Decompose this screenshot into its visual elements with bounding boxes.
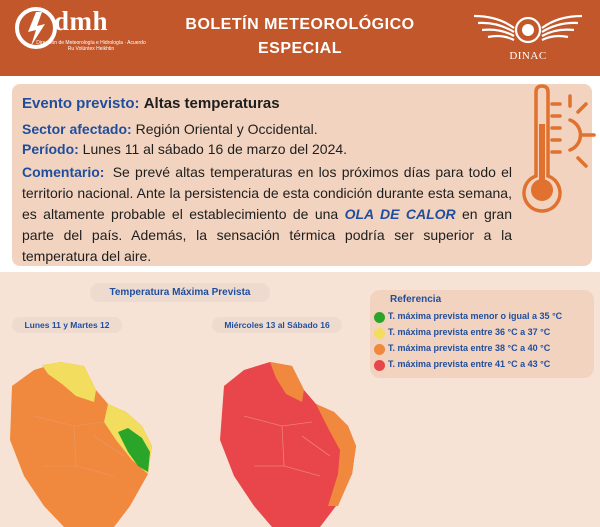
event-line xyxy=(22,95,280,112)
header-banner xyxy=(0,0,600,76)
bulletin-subtitle: ESPECIAL xyxy=(257,40,342,57)
legend-dot-yellow xyxy=(374,328,385,339)
periodo-value: Lunes 11 al sábado 16 de marzo del 2024. xyxy=(82,141,348,157)
legend-label: T. máxima prevista entre 36 °C a 37 °C xyxy=(388,327,551,337)
legend-label: T. máxima prevista entre 41 °C a 43 °C xyxy=(388,359,551,369)
legend-title: Referencia xyxy=(390,294,442,305)
dinac-logo-text: DINAC xyxy=(509,50,547,62)
legend-dot-orange xyxy=(374,344,385,355)
maps-section-title: Temperatura Máxima Prevista xyxy=(90,283,270,302)
period2-label: Miércoles 13 al Sábado 16 xyxy=(212,317,342,333)
evento-label: Evento previsto: xyxy=(22,95,140,112)
ola-de-calor-emphasis: OLA DE CALOR xyxy=(344,206,456,222)
dinac-wings-icon xyxy=(468,6,588,50)
legend-label: T. máxima prevista menor o igual a 35 °C xyxy=(388,311,563,321)
dmh-logo-text: dmh xyxy=(54,6,109,36)
evento-value: Altas temperaturas xyxy=(143,95,280,112)
comentario-label: Comentario: xyxy=(22,164,105,180)
dmh-logo-subtitle: Dirección de Meteorología e Hidrología · Acuerdo Ru Volúntex Heikhtin xyxy=(36,40,146,52)
sector-label: Sector afectado: xyxy=(22,121,132,137)
map-period2 xyxy=(216,356,366,527)
map-period1 xyxy=(4,356,166,527)
legend-dot-green xyxy=(374,312,385,323)
thermometer-sun-icon xyxy=(506,84,600,234)
comentario-paragraph xyxy=(22,162,512,267)
legend-label: T. máxima prevista entre 38 °C a 40 °C xyxy=(388,343,551,353)
periodo-line xyxy=(22,141,347,157)
legend-box xyxy=(370,290,594,378)
period1-label: Lunes 11 y Martes 12 xyxy=(12,317,122,333)
comentario-text-1: Se prevé altas temperaturas en los próximos días para todo el territorio nacional. Ante la persistencia de esta condición durante esta semana, es altamente probable el establecimiento de una xyxy=(22,164,513,222)
legend-dot-red xyxy=(374,360,385,371)
periodo-label: Período: xyxy=(22,141,79,157)
comentario-text-2: en gran parte del país. Además, la sensación térmica podría ser superior a la temperatura del aire. xyxy=(22,206,512,264)
bulletin-title: BOLETÍN METEOROLÓGICO xyxy=(185,16,415,33)
sector-line xyxy=(22,121,318,137)
sector-value: Región Oriental y Occidental. xyxy=(135,121,318,137)
